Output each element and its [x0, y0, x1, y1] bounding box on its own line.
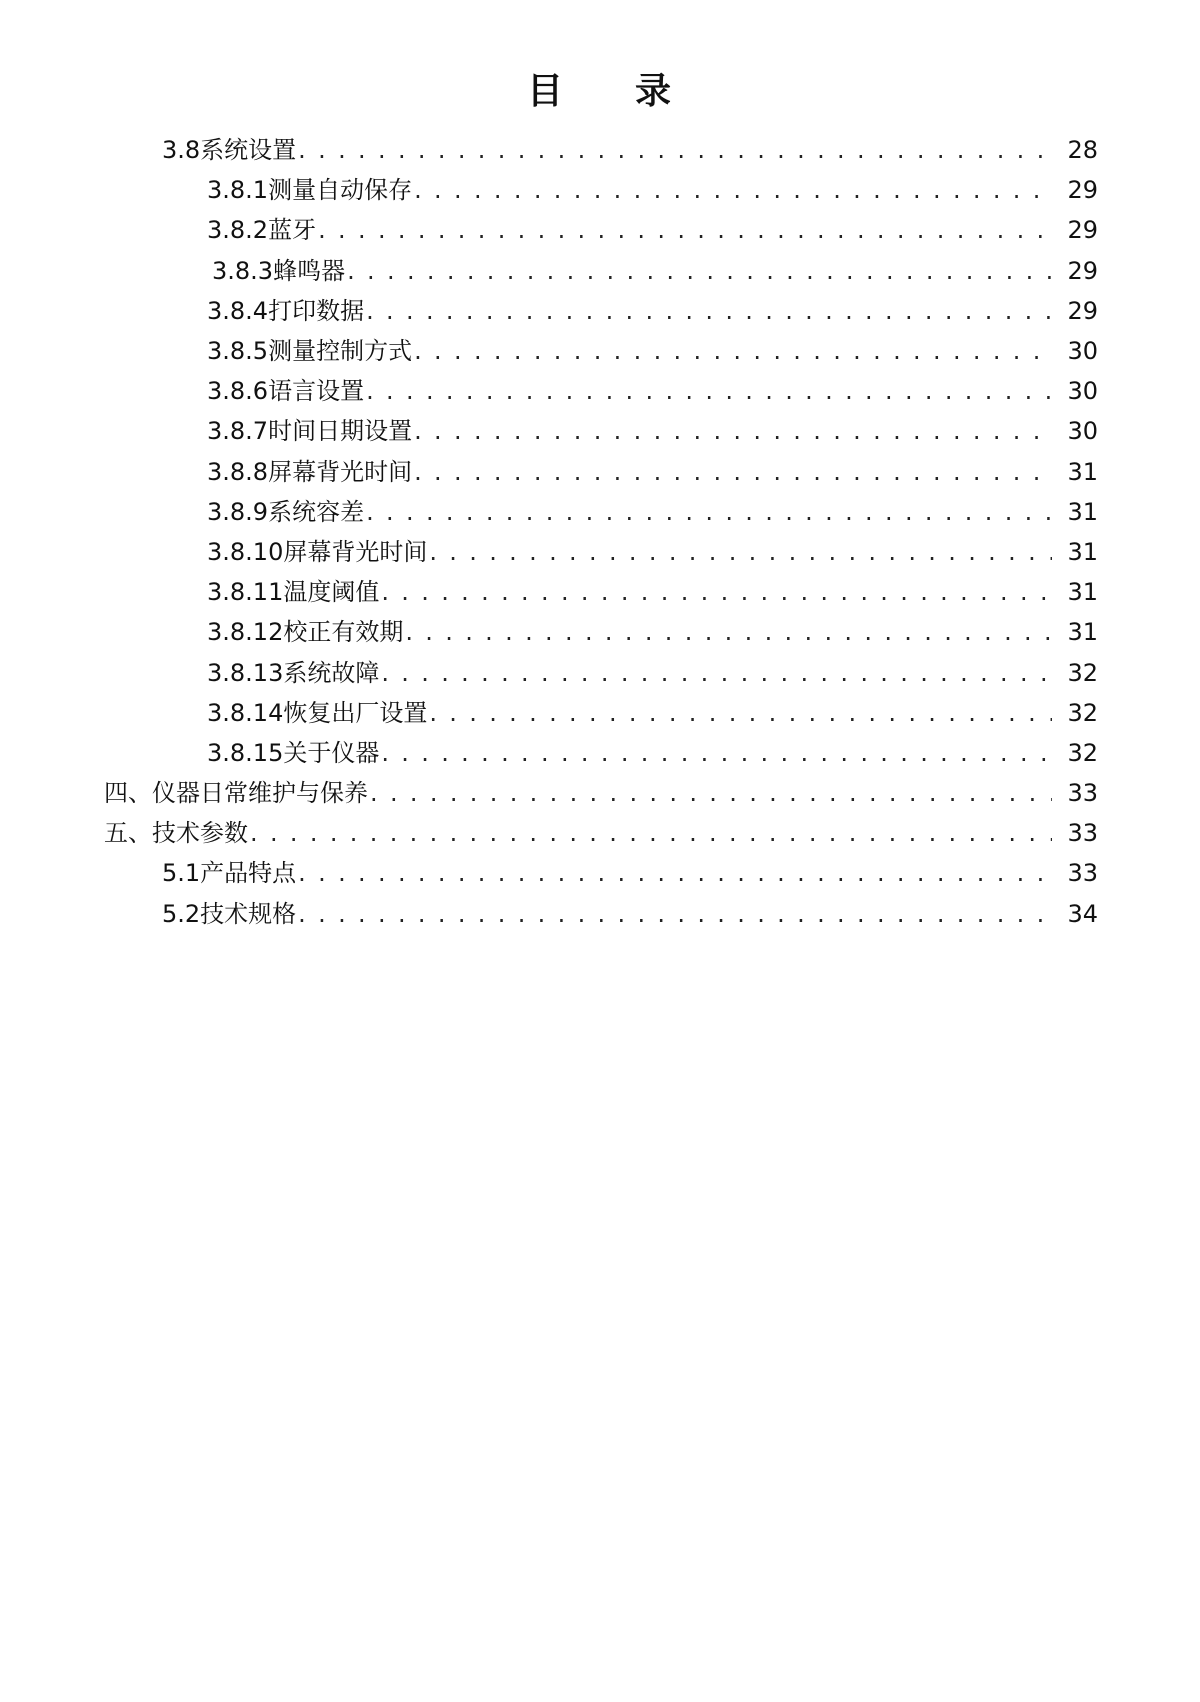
toc-entry[interactable]	[0, 371, 1200, 411]
toc-entry[interactable]	[0, 532, 1200, 572]
toc-entry-page: 30	[1067, 337, 1098, 366]
toc-entry-page: 29	[1067, 296, 1098, 325]
toc-entry[interactable]	[0, 572, 1200, 612]
toc-entry[interactable]	[0, 813, 1200, 853]
toc-entry-label: 3.8.6语言设置	[207, 377, 365, 406]
toc-entry-label: 五、技术参数	[104, 819, 248, 848]
dot-leader	[414, 411, 1052, 451]
toc-entry[interactable]	[0, 331, 1200, 371]
toc-entry-page: 30	[1067, 417, 1098, 446]
toc-entry-page: 33	[1067, 819, 1098, 848]
toc-entry[interactable]	[0, 853, 1200, 893]
dot-leader	[405, 612, 1052, 652]
toc-entry-label: 5.1产品特点	[162, 859, 297, 888]
toc-entry-label: 3.8.3蜂鸣器	[212, 256, 346, 285]
dot-leader	[381, 572, 1052, 612]
toc-entry-page: 31	[1067, 537, 1098, 566]
dot-leader	[429, 693, 1052, 733]
toc-entry-label: 3.8.8屏幕背光时间	[207, 457, 413, 486]
dot-leader	[298, 894, 1052, 934]
dot-leader	[414, 170, 1052, 210]
toc-entry-page: 31	[1067, 618, 1098, 647]
toc-entry-page: 29	[1067, 216, 1098, 245]
toc-entry-label: 3.8系统设置	[162, 136, 297, 165]
dot-leader	[366, 492, 1052, 532]
dot-leader	[381, 653, 1052, 693]
toc-entry[interactable]	[0, 773, 1200, 813]
toc-entry-label: 3.8.11温度阈值	[207, 578, 380, 607]
toc-entry-page: 30	[1067, 377, 1098, 406]
toc-entry-label: 3.8.9系统容差	[207, 497, 365, 526]
toc-entry-label: 5.2技术规格	[162, 899, 297, 928]
toc-title-char-1: 目	[526, 71, 565, 112]
dot-leader	[298, 130, 1052, 170]
toc-entry-label: 3.8.14恢复出厂设置	[207, 698, 428, 727]
dot-leader	[250, 813, 1052, 853]
dot-leader	[370, 773, 1052, 813]
toc-entry[interactable]	[0, 130, 1200, 170]
toc-entry-label: 四、仪器日常维护与保养	[104, 779, 368, 808]
dot-leader	[381, 733, 1052, 773]
toc-entry[interactable]	[0, 411, 1200, 451]
dot-leader	[366, 371, 1052, 411]
dot-leader	[318, 210, 1052, 250]
toc-entry-label: 3.8.1测量自动保存	[207, 176, 413, 205]
toc-entry-label: 3.8.15关于仪器	[207, 738, 380, 767]
toc-entry[interactable]	[0, 652, 1200, 692]
toc-entry-page: 33	[1067, 859, 1098, 888]
toc-entry[interactable]	[0, 452, 1200, 492]
toc-entry-label: 3.8.7时间日期设置	[207, 417, 413, 446]
toc-entry-page: 29	[1067, 176, 1098, 205]
toc-entry-page: 31	[1067, 497, 1098, 526]
dot-leader	[347, 251, 1052, 291]
toc-entry-page: 31	[1067, 457, 1098, 486]
toc-entry-label: 3.8.10屏幕背光时间	[207, 537, 428, 566]
toc-title-char-2: 录	[635, 71, 674, 112]
dot-leader	[366, 291, 1052, 331]
toc-entry-label: 3.8.12校正有效期	[207, 618, 404, 647]
toc-entry[interactable]	[0, 251, 1200, 291]
toc-entry-page: 32	[1067, 658, 1098, 687]
dot-leader	[429, 532, 1052, 572]
dot-leader	[414, 452, 1052, 492]
toc-entry[interactable]	[0, 693, 1200, 733]
toc-entry-page: 29	[1067, 256, 1098, 285]
toc-entry[interactable]	[0, 733, 1200, 773]
toc-entry[interactable]	[0, 291, 1200, 331]
toc-list	[0, 130, 1200, 934]
toc-entry-page: 32	[1067, 738, 1098, 767]
toc-entry-page: 32	[1067, 698, 1098, 727]
toc-entry-page: 31	[1067, 578, 1098, 607]
toc-entry-page: 28	[1067, 136, 1098, 165]
toc-entry-page: 33	[1067, 779, 1098, 808]
toc-entry-label: 3.8.13系统故障	[207, 658, 380, 687]
toc-entry-page: 34	[1067, 899, 1098, 928]
dot-leader	[298, 853, 1052, 893]
toc-entry[interactable]	[0, 894, 1200, 934]
toc-entry[interactable]	[0, 492, 1200, 532]
toc-entry[interactable]	[0, 210, 1200, 250]
toc-entry[interactable]	[0, 612, 1200, 652]
toc-entry-label: 3.8.4打印数据	[207, 296, 365, 325]
dot-leader	[414, 331, 1052, 371]
toc-entry[interactable]	[0, 170, 1200, 210]
toc-title	[0, 70, 1200, 114]
toc-entry-label: 3.8.5测量控制方式	[207, 337, 413, 366]
toc-entry-label: 3.8.2蓝牙	[207, 216, 317, 245]
